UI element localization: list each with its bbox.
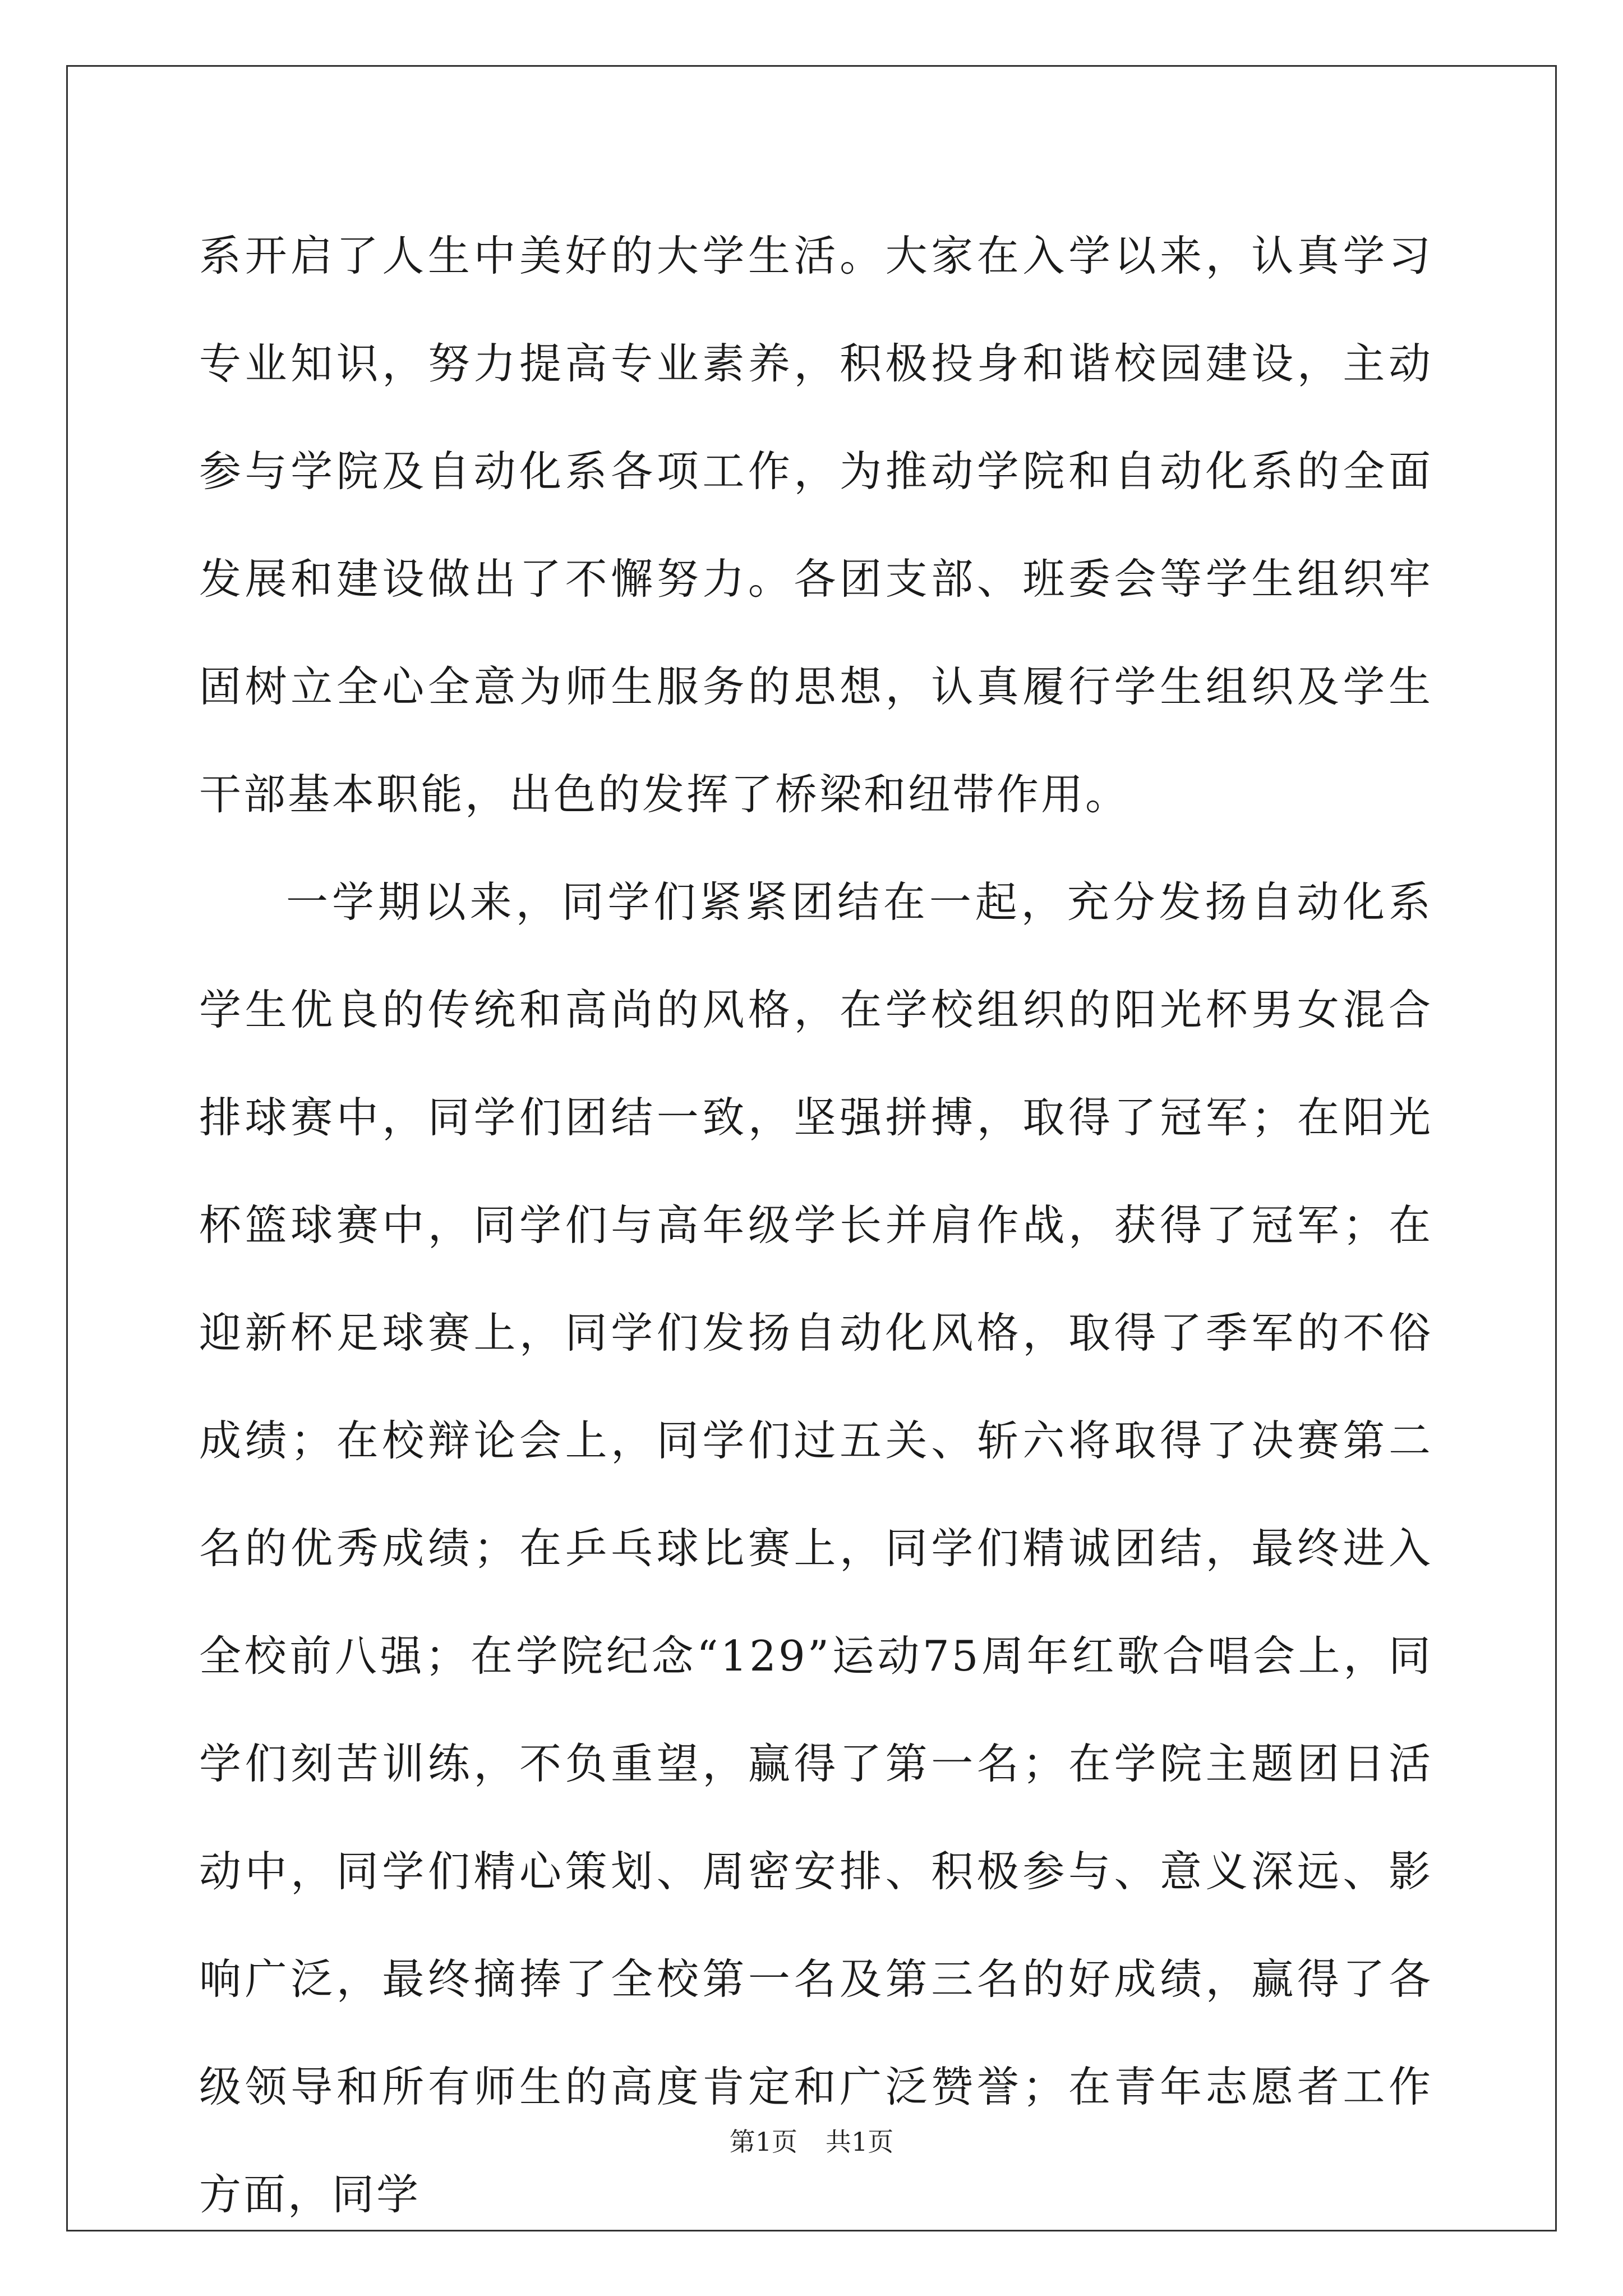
page-number-total: 共1页 bbox=[826, 2127, 894, 2157]
page-footer bbox=[0, 2125, 1623, 2159]
document-body bbox=[199, 202, 1433, 2248]
paragraph-2: 一学期以来，同学们紧紧团结在一起，充分发扬自动化系学生优良的传统和高尚的风格，在学校组织的阳光杯男女混合排球赛中，同学们团结一致，坚强拼搏，取得了冠军；在阳光杯篮球赛中，同学们与高年级学长并肩作战，获得了冠军；在迎新杯足球赛上，同学们发扬自动化风格，取得了季军的不俗成绩；在校辩论会上，同学们过五关、斩六将取得了决赛第二名的优秀成绩；在乒乓球比赛上，同学们精诚团结，最终进入全校前八强；在学院纪念“129”运动75周年红歌合唱会上，同学们刻苦训练，不负重望，赢得了第一名；在学院主题团日活动中，同学们精心策划、周密安排、积极参与、意义深远、影响广泛，最终摘捧了全校第一名及第三名的好成绩，赢得了各级领导和所有师生的高度肯定和广泛赞誉；在青年志愿者工作方面，同学 bbox=[199, 877, 1433, 2219]
page-number-current: 第1页 bbox=[729, 2127, 797, 2157]
paragraph-1: 系开启了人生中美好的大学生活。大家在入学以来，认真学习专业知识，努力提高专业素养，积极投身和谐校园建设，主动参与学院及自动化系各项工作，为推动学院和自动化系的全面发展和建设做出了不懈努力。各团支部、班委会等学生组织牢固树立全心全意为师生服务的思想，认真履行学生组织及学生干部基本职能，出色的发挥了桥梁和纽带作用。 bbox=[199, 231, 1433, 819]
